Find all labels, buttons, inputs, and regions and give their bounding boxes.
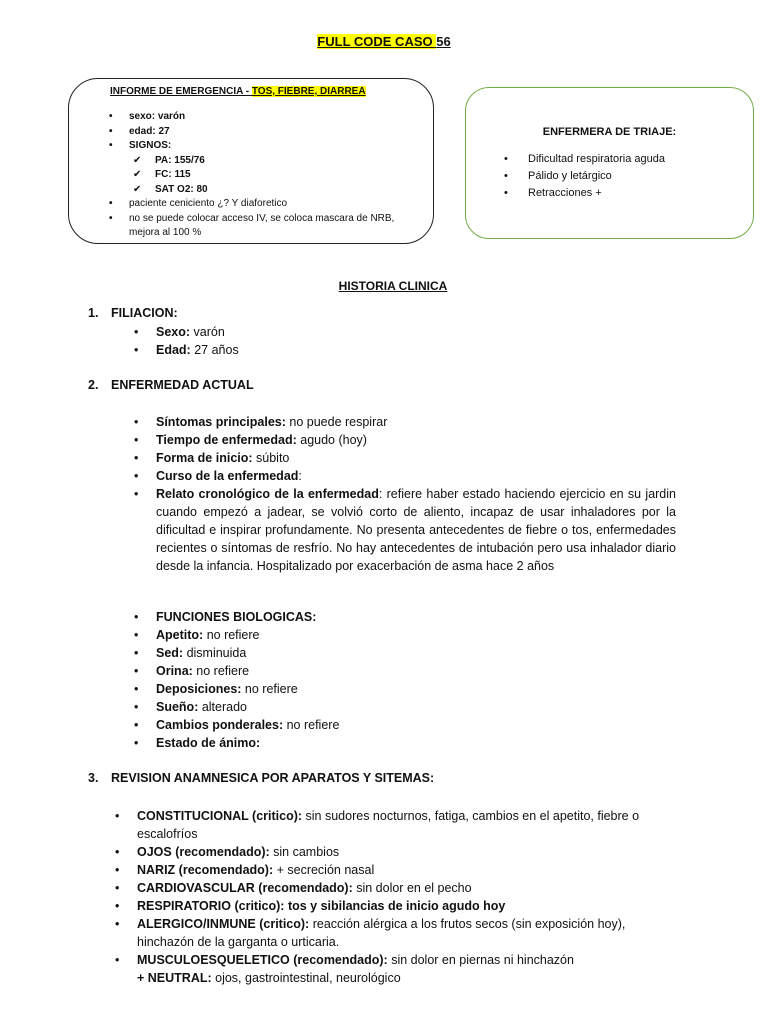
list-item: • Forma de inicio: súbito [134, 451, 290, 465]
list-item: • Tiempo de enfermedad: agudo (hoy) [134, 433, 367, 447]
list-item: • Dificultad respiratoria aguda [504, 151, 665, 168]
list-item: • CARDIOVASCULAR (recomendado): sin dolor en el pecho [115, 881, 472, 895]
list-item: • Sed: disminuida [134, 646, 247, 660]
bullet-icon: • [109, 125, 113, 137]
page-title [0, 34, 768, 49]
list-item: • Sueño: alterado [134, 700, 248, 714]
triage-box [465, 87, 754, 239]
list-item: • Deposiciones: no refiere [134, 682, 298, 696]
list-item: • MUSCULOESQUELETICO (recomendado): sin dolor en piernas ni hinchazón [115, 953, 574, 967]
list-item: • SIGNOS: [109, 139, 419, 154]
bullet-icon: • [109, 212, 113, 224]
case-number: 56 [436, 34, 451, 49]
list-item: • RESPIRATORIO (critico): tos y sibilancias de inicio agudo hoy [115, 899, 506, 913]
list-item: • Orina: no refiere [134, 664, 250, 678]
list-item: ✔ PA: 155/76 [109, 154, 419, 169]
neutral-line: + NEUTRAL: ojos, gastrointestinal, neurológico [137, 971, 401, 985]
list-item: • Pálido y letárgico [504, 168, 665, 185]
emergency-report-box [68, 78, 434, 244]
list-item: • edad: 27 [109, 125, 419, 140]
list-item: • ALERGICO/INMUNE (critico): reacción alérgica a los frutos secos (sin exposición hoy), hinchazón de la garganta o urticaria. [115, 917, 626, 949]
triage-heading: ENFERMERA DE TRIAJE: [542, 126, 677, 138]
bullet-icon: • [109, 140, 113, 151]
title-highlight: FULL CODE CASO [317, 34, 437, 49]
checkmark-icon: ✔ [133, 169, 142, 180]
triage-list [504, 151, 665, 202]
list-item: • Apetito: no refiere [134, 628, 260, 642]
list-item: • OJOS (recomendado): sin cambios [115, 845, 340, 859]
checkmark-icon: ✔ [133, 183, 142, 195]
list-item: • NARIZ (recomendado): + secreción nasal [115, 863, 375, 877]
list-item: ✔ FC: 115 [109, 168, 419, 183]
bullet-icon: • [504, 153, 508, 165]
bullet-icon: • [109, 198, 113, 209]
list-item: • Curso de la enfermedad: [134, 469, 302, 483]
checkmark-icon: ✔ [133, 154, 142, 166]
list-item: • Síntomas principales: no puede respirar [134, 415, 388, 429]
list-item: • paciente ceniciento ¿? Y diaforetico [109, 197, 419, 212]
emergency-report-list [109, 110, 419, 241]
emergency-report-heading: INFORME DE EMERGENCIA - TOS, FIEBRE, DIARREA [110, 86, 366, 97]
list-item: • FUNCIONES BIOLOGICAS: [134, 610, 317, 624]
list-item: • sexo: varón [109, 110, 419, 125]
historia-title: HISTORIA CLINICA [338, 279, 448, 293]
list-item: • no se puede colocar acceso IV, se coloca mascara de NRB, mejora al 100 % [109, 212, 395, 238]
list-item: • Edad: 27 años [134, 343, 239, 357]
list-item: • Cambios ponderales: no refiere [134, 718, 340, 732]
list-item: • Relato cronológico de la enfermedad: refiere haber estado haciendo ejercicio en su jardin cuando empezó a jadear, se volvió corto de aliento, incapaz de usar inhaladores por la dificultad e inspirar profundamente. No presenta antecedentes de fiebre o tos, enfermedades recientes o síntomas de resfrío. No hay antecedentes de intubación pero usa inhalador diario desde la infancia. Hospitalizado por exacerbación de asma hace 2 años [134, 487, 676, 573]
list-item: ✔ SAT O2: 80 [109, 183, 419, 198]
bullet-icon: • [109, 111, 113, 122]
list-item: • Sexo: varón [134, 325, 225, 339]
bullet-icon: • [504, 170, 508, 182]
list-item: • Retracciones + [504, 185, 665, 202]
list-item: • Estado de ánimo: [134, 736, 261, 750]
bullet-icon: • [504, 187, 508, 199]
list-item: • CONSTITUCIONAL (critico): sin sudores nocturnos, fatiga, cambios en el apetito, fiebre o escalofríos [115, 809, 640, 841]
